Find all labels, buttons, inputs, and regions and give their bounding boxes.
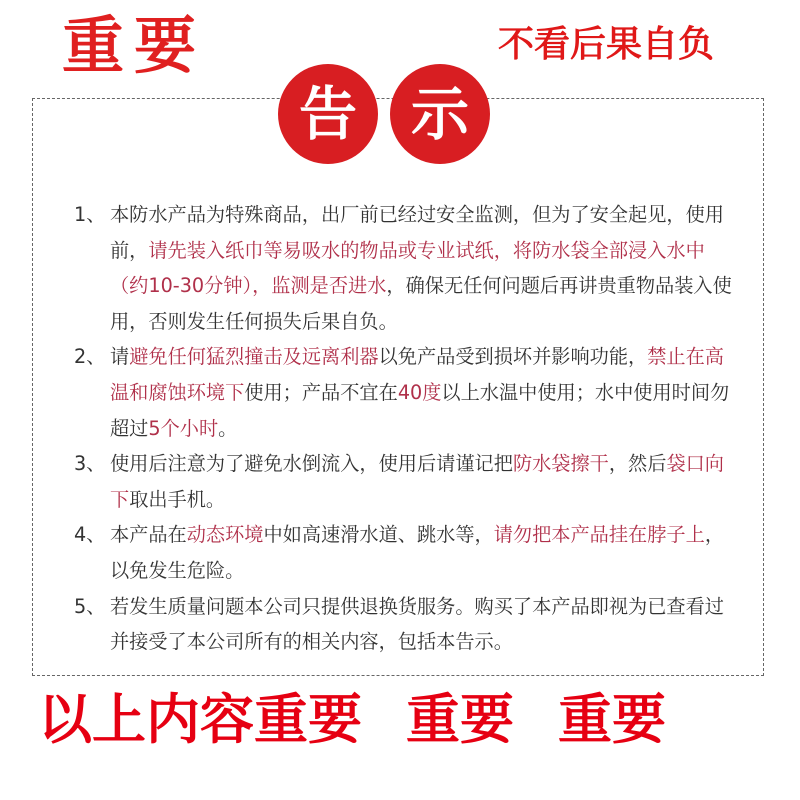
highlight-segment: 5个小时 [148,416,219,440]
notice-item [74,517,740,588]
highlight-segment: 禁止在高温和腐蚀环境下 [110,345,724,404]
item-text [110,589,740,660]
item-number: 3、 [74,452,106,476]
highlight-segment: 40度 [397,380,442,404]
item-text [110,446,740,517]
text-segment: 中如高速滑水道、跳水等， [263,523,494,547]
notice-item [74,446,740,517]
text-segment: 本产品在 [110,523,187,547]
text-segment: 以免产品受到损坏并影响功能， [378,345,648,369]
footer-part-2: 重要 [406,688,514,751]
item-number: 4、 [74,523,106,547]
text-segment: 使用后注意为了避免水倒流入，使用后请谨记把 [110,452,513,476]
highlight-segment: 请先装入纸巾等易吸水的物品或专业试纸，将防水袋全部浸入水中（约10-30分钟），监测是否进水 [110,238,705,298]
footer-part-1: 以上内容重要 [38,688,362,751]
highlight-segment: 防水袋擦干 [512,452,609,476]
footer-emphasis [38,680,778,760]
text-segment: 使用；产品不宜在 [244,380,398,404]
item-number: 1、 [74,203,106,226]
text-segment: 以上水温中使用；水中使用时间勿超过 [110,380,730,440]
seal-char-shi: 示 [390,64,490,164]
item-text [110,339,740,446]
text-segment: 本防水产品为特殊商品，出厂前已经过安全监测，但为了安全起见，使用前， [110,203,724,262]
top-right-warning: 不看后果自负 [498,24,715,65]
text-segment: 取出手机。 [129,487,226,511]
seal-char-gao: 告 [278,64,378,164]
notice-item [74,339,740,446]
footer-part-3: 重要 [558,688,666,751]
text-segment: 。 [218,416,238,440]
item-text [110,197,740,339]
notice-item [74,197,740,339]
text-segment: ，以免发生危险。 [110,523,724,582]
item-text [110,517,740,588]
top-left-title: 重要 [62,9,207,82]
text-segment: ，然后 [608,452,667,476]
item-number: 2、 [74,345,106,369]
text-segment: 若发生质量问题本公司只提供退换货服务。购买了本产品即视为已查看过并接受了本公司所有的相关内容，包括本告示。 [110,594,724,654]
highlight-segment: 请勿把本产品挂在脖子上 [493,523,705,547]
text-segment: ，确保无任何问题后再讲贵重物品装入使用，否则发生任何损失后果自负。 [110,274,732,333]
item-number: 5、 [74,594,106,618]
notice-body [74,197,740,660]
highlight-segment: 避免任何猛烈撞击及远离利器 [129,345,379,369]
notice-item [74,589,740,660]
text-segment: 请 [110,345,130,369]
highlight-segment: 袋口向下 [110,452,724,511]
highlight-segment: 动态环境 [186,523,264,547]
